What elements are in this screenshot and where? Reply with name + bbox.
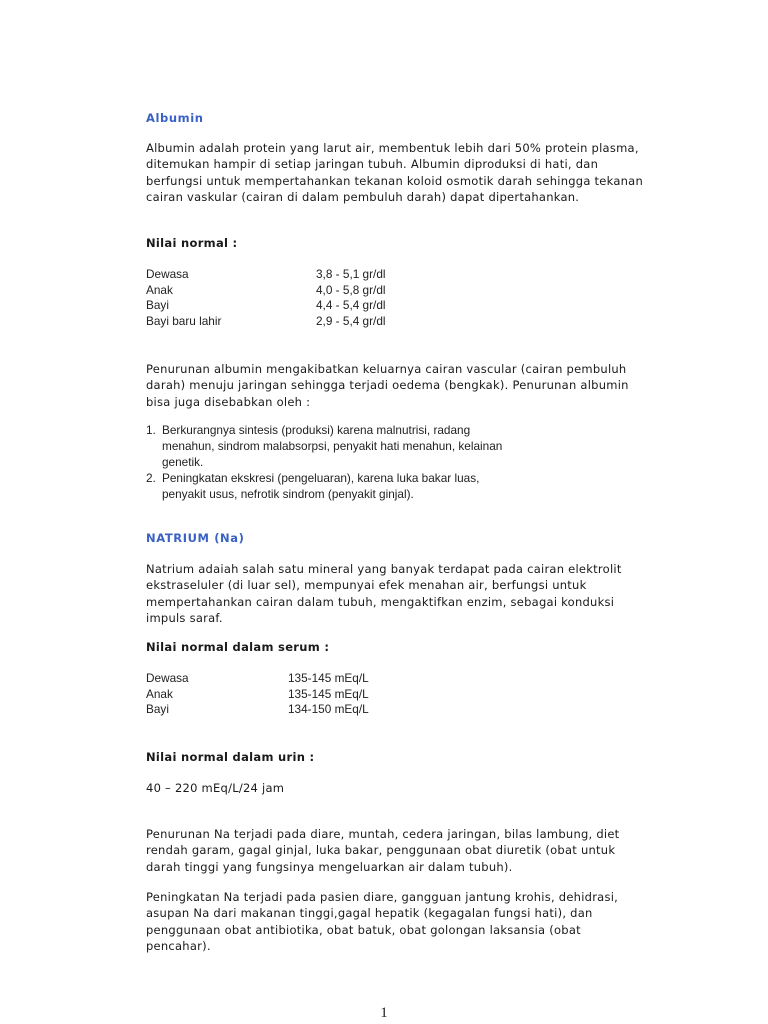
albumin-decrease-paragraph: Penurunan albumin mengakibatkan keluarnya cairan vascular (cairan pembuluh darah) menuju jaringan sehingga terjadi oedema (bengkak). Penurunan albumin bisa juga disebabkan oleh : xyxy=(146,362,629,409)
list-number: 1. xyxy=(146,423,156,437)
table-row xyxy=(146,670,369,686)
group-label: Dewasa xyxy=(146,267,189,281)
natrium-urine-value: 40 – 220 mEq/L/24 jam xyxy=(146,781,285,795)
natrium-intro-paragraph: Natrium adaiah salah satu mineral yang banyak terdapat pada cairan elektrolit ekstraseluler (di luar sel), mempunyai efek menahan air, berfungsi untuk mempertahankan cairan dalam tubuh, mengaktifkan enzim, sebagai konduksi impuls saraf. xyxy=(146,562,622,625)
list-text: Berkurangnya sintesis (produksi) karena malnutrisi, radang menahun, sindrom malabsorpsi, penyakit hati menahun, kelainan genetik. xyxy=(162,423,503,469)
natrium-urine-heading: Nilai normal dalam urin : xyxy=(146,750,315,764)
natrium-heading: NATRIUM (Na) xyxy=(146,531,245,545)
natrium-decrease-paragraph: Penurunan Na terjadi pada diare, muntah, cedera jaringan, bilas lambung, diet rendah garam, gagal ginjal, luka bakar, penggunaan obat diuretik (obat untuk darah tinggi yang fungsinya mengeluarkan air dalam tubuh). xyxy=(146,827,620,874)
group-label: Bayi baru lahir xyxy=(146,314,222,329)
group-label: Dewasa xyxy=(146,671,189,685)
group-label: Anak xyxy=(146,686,173,701)
normal-value: 4,4 - 5,4 gr/dl xyxy=(316,298,386,313)
albumin-heading: Albumin xyxy=(146,111,204,125)
normal-value: 2,9 - 5,4 gr/dl xyxy=(316,314,386,329)
albumin-normal-heading: Nilai normal : xyxy=(146,236,238,250)
table-row xyxy=(146,686,369,702)
list-text: Peningkatan ekskresi (pengeluaran), karena luka bakar luas, penyakit usus, nefrotik sindrom (penyakit ginjal). xyxy=(162,471,480,501)
natrium-increase-paragraph: Peningkatan Na terjadi pada pasien diare, gangguan jantung krohis, dehidrasi, asupan Na dari makanan tinggi,gagal hepatik (kegagalan fungsi hati), dan penggunaan obat antibiotika, obat batuk, obat golongan laksansia (obat pencahar). xyxy=(146,890,619,953)
group-label: Anak xyxy=(146,282,173,297)
table-row xyxy=(146,313,386,329)
table-row xyxy=(146,282,386,298)
albumin-causes-list xyxy=(146,422,506,502)
table-row xyxy=(146,701,369,717)
normal-value: 135-145 mEq/L xyxy=(288,686,369,701)
group-label: Bayi xyxy=(146,702,169,717)
list-item xyxy=(146,470,506,502)
normal-value: 3,8 - 5,1 gr/dl xyxy=(316,267,386,281)
albumin-intro-paragraph: Albumin adalah protein yang larut air, membentuk lebih dari 50% protein plasma, ditemukan hampir di setiap jaringan tubuh. Albumin diproduksi di hati, dan berfungsi untuk mempertahankan tekanan koloid osmotik darah sehingga tekanan cairan vaskular (cairan di dalam pembuluh darah) dapat dipertahankan. xyxy=(146,141,644,204)
list-number: 2. xyxy=(146,471,156,485)
normal-value: 135-145 mEq/L xyxy=(288,671,369,685)
group-label: Bayi xyxy=(146,298,169,313)
list-item xyxy=(146,422,506,470)
albumin-normal-table xyxy=(146,266,386,329)
natrium-serum-table xyxy=(146,670,369,717)
natrium-serum-heading: Nilai normal dalam serum : xyxy=(146,640,330,654)
page-number: 1 xyxy=(380,1005,388,1021)
table-row xyxy=(146,297,386,313)
normal-value: 4,0 - 5,8 gr/dl xyxy=(316,282,386,297)
table-row xyxy=(146,266,386,282)
normal-value: 134-150 mEq/L xyxy=(288,702,369,717)
